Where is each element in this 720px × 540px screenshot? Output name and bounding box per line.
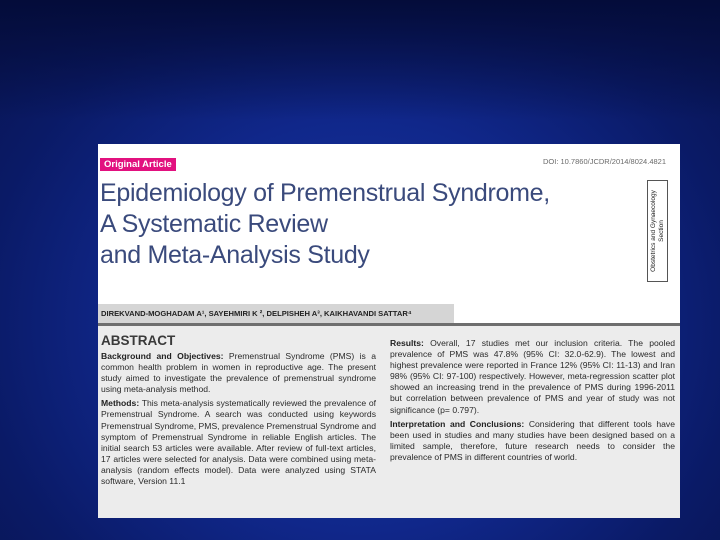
- article-title: [100, 178, 610, 271]
- methods-heading: Methods:: [101, 398, 140, 409]
- title-line-1: Epidemiology of Premenstrual Syndrome,: [100, 179, 550, 207]
- conclusions-text: Considering that different tools have been used in studies and many studies have been designed based on a limited sample, therefore, future research needs to consider the prevalence of PMS in different countries of world.: [390, 418, 675, 462]
- abstract-left-column: [101, 351, 376, 490]
- section-label: Obstetrics and Gynaecology Section: [649, 190, 665, 272]
- conclusions-heading: Interpretation and Conclusions:: [390, 418, 525, 429]
- methods-text: This meta-analysis systematically reviewed the prevalence of Premenstrual Syndrome. A search was conducted using keywords Premenstrual Syndrome, PMS, prevalence Premenstrual Syndrome and symptom of Premenstrual Syndrome in reliable English articles. The initial search 53 articles were available. After review of full-text articles, 17 articles were selected for analysis. Data were combined using meta-analysis (random effects model). Data were analyzed using STATA software, Version 11.1: [101, 398, 376, 487]
- title-line-3: and Meta-Analysis Study: [100, 241, 370, 269]
- article-page-image: [98, 144, 680, 518]
- section-label-box: [647, 180, 668, 282]
- authors-bar: DIREKVAND-MOGHADAM A¹, SAYEHMIRI K ², DELPISHEH A³, KAIKHAVANDI SATTAR⁴: [98, 304, 454, 323]
- abstract-heading: ABSTRACT: [101, 333, 176, 348]
- results-paragraph: [390, 338, 675, 416]
- title-line-2: A Systematic Review: [100, 210, 328, 238]
- slide-top-shade: [0, 0, 720, 120]
- doi-label: DOI: 10.7860/JCDR/2014/8024.4821: [543, 157, 666, 166]
- abstract-right-column: [390, 338, 675, 466]
- results-heading: Results:: [390, 338, 424, 348]
- background-text: Premenstrual Syndrome (PMS) is a common health problem in women in reproductive age. The present study aimed to investigate the prevalence of premenstrual syndrome using meta-analysis method.: [101, 351, 376, 395]
- background-paragraph: [101, 351, 376, 395]
- article-type-badge: Original Article: [100, 158, 176, 171]
- methods-paragraph: [101, 398, 376, 487]
- results-text: Overall, 17 studies met our inclusion criteria. The pooled prevalence of PMS was 47.8% (95% CI: 32.0-62.9). The lowest and highest prevalence were reported in France 12% (95% CI: 11-13) and Iran 98% (95% CI: 97-100) respectively. However, meta-regression scatter plot showed an increasing trend in the prevalence of PMS during 1996-2011 but correlation between prevalence of PMS and year of study was not significance (p= 0.797).: [390, 338, 675, 415]
- conclusions-paragraph: [390, 419, 675, 463]
- background-heading: Background and Objectives:: [101, 351, 224, 361]
- abstract-section: [98, 326, 680, 518]
